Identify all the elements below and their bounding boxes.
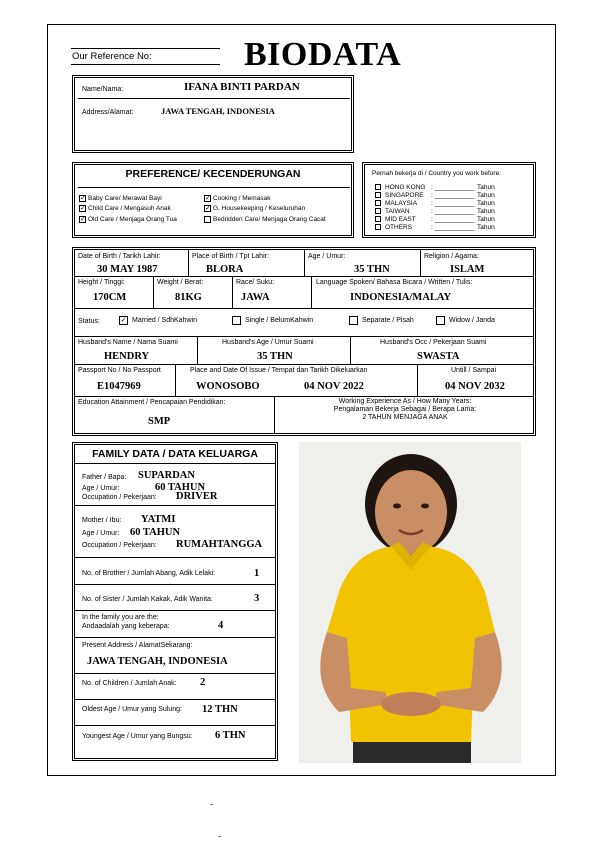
country-checkbox[interactable] [375,216,381,222]
country-row [375,223,495,231]
status-option [436,316,495,325]
identity-divider [78,98,350,99]
order-label-1: In the family you are the: [82,614,159,621]
country-name: SINGAPORE [385,191,424,199]
country-checkbox[interactable] [375,200,381,206]
father-age-label: Age / Umur: [82,485,120,492]
country-row [375,191,495,199]
status-option-label: Separate / Pisah [362,317,414,324]
mother-age-value: 60 TAHUN [130,527,181,538]
issue-place: WONOSOBO [196,381,260,392]
brother-label: No. of Brother / Jumlah Abang, Adik Lelaki: [82,570,216,577]
country-row [375,183,495,191]
mother-age-label: Age / Umur: [82,530,120,537]
footer-dash-1: - [210,799,213,809]
country-name: TAIWAN [385,207,410,215]
status-option-label: Married / SdhKahwin [132,317,197,324]
preference-checkbox[interactable]: ✓ [80,205,86,213]
preference-item [79,193,177,204]
brother-value: 1 [254,568,260,579]
status-options [0,316,595,328]
family-title: FAMILY DATA / DATA KELUARGA [92,448,258,460]
country-name: HONG KONG [385,183,426,191]
husband-occ-label: Husband's Occ / Pekerjaan Suami [380,339,487,346]
country-years-blank: : ___________ [431,207,475,215]
religion-label: Religion / Agama: [424,253,479,260]
preference-checkbox[interactable]: ✓ [80,215,86,223]
country-years-blank: : ___________ [431,183,475,191]
preference-title: PREFERENCE/ KECENDERUNGAN [125,168,301,180]
passport-label: Passport No / No Passport [78,367,161,374]
status-option [349,316,414,325]
preference-item-label: Bedridden Care/ Menjaga Orang Cacat [213,215,326,223]
order-value: 4 [218,620,224,631]
language-label: Language Spoken/ Bahasa Bicara / Written / Tulis: [316,279,473,286]
country-row [375,215,495,223]
height-value: 170CM [93,292,127,303]
language-value: INDONESIA/MALAY [350,292,452,303]
country-unit: Tahun [477,191,495,199]
father-occ-value: DRIVER [176,491,218,502]
reference-label: Our Reference No: [72,51,152,62]
country-years-blank: : ___________ [431,223,475,231]
present-address-label: Present Address / AlamatSekarang: [82,642,193,649]
page-title: BIODATA [244,36,402,73]
preference-item-label: Child Care / Mengasuh Anak [88,205,171,213]
countries-title: Pernah bekerja di / Country you work before: [372,170,501,177]
preference-checkbox[interactable]: ✓ [205,194,211,202]
husband-age-label: Husband's Age / Umur Suami [222,339,314,346]
age-value: 35 THN [354,264,390,275]
children-label: No. of Children / Jumlah Anak: [82,680,177,687]
oldest-value: 12 THN [202,704,238,715]
weight-label: Weight / Berat: [157,279,204,286]
race-label: Race/ Suku: [236,279,275,286]
preference-checkbox[interactable] [204,216,211,223]
preference-item-label: Baby Care/ Merawat Bayi [88,194,162,202]
reference-top-line [71,48,220,49]
height-label: Height / Tinggi: [78,279,125,286]
country-checkbox[interactable] [375,192,381,198]
education-label: Education Attainment / Pencapaian Pendidikan: [78,399,226,406]
status-checkbox[interactable] [232,316,241,325]
issue-label: Place and Date Of Issue / Tempat dan Tarikh Dikeluarkan [190,367,368,374]
address-label: Address/Alamat: [82,109,134,116]
sister-label: No. of Sister / Jumlah Kakak, Adik Wanita: [82,596,213,603]
country-years-blank: : ___________ [431,191,475,199]
status-option [119,316,197,325]
status-option-label: Single / BelumKahwin [245,317,314,324]
father-age-value: 60 TAHUN [155,482,206,493]
husband-age-value: 35 THN [257,351,293,362]
status-checkbox[interactable] [436,316,445,325]
name-value: IFANA BINTI PARDAN [184,81,300,93]
country-unit: Tahun [477,215,495,223]
youngest-label: Youngest Age / Umur yang Bungsu: [82,733,193,740]
reference-bottom-line [71,64,220,65]
preference-checkbox[interactable]: ✓ [205,205,211,213]
preference-item [204,214,326,225]
country-unit: Tahun [477,183,495,191]
pob-label: Place of Birth / Tpt Lahir: [192,253,269,260]
preference-column-right [204,193,326,225]
experience-value: 2 TAHUN MENJAGA ANAK [362,414,448,421]
father-value: SUPARDAN [138,470,195,481]
name-label: Name/Nama: [82,86,124,93]
countries-list [375,183,495,231]
husband-name-value: HENDRY [104,351,150,362]
status-label: Status: [78,318,100,325]
person-portrait [299,442,521,763]
until-label: Untill / Sampai [451,367,497,374]
preference-item [79,214,177,225]
father-label: Father / Bapa: [82,474,127,481]
country-years-blank: : ___________ [431,199,475,207]
sister-value: 3 [254,593,260,604]
status-option-label: Widow / Janda [449,317,495,324]
education-value: SMP [148,416,171,427]
husband-occ-value: SWASTA [417,351,460,362]
preference-item [79,204,177,215]
preference-item-label: Cooking / Memasak [213,194,271,202]
country-years-blank: : ___________ [431,215,475,223]
father-occ-label: Occupation / Pekerjaan: [82,494,157,501]
country-checkbox[interactable] [375,224,381,230]
country-unit: Tahun [477,199,495,207]
until-value: 04 NOV 2032 [445,381,505,392]
country-name: MID EAST [385,215,416,223]
pob-value: BLORA [206,264,244,275]
preference-item-label: Old Care / Menjaga Orang Tua [88,215,177,223]
preference-item [204,204,326,215]
mother-value: YATMI [141,514,176,525]
dob-value: 30 MAY 1987 [97,264,158,275]
address-value: JAWA TENGAH, INDONESIA [161,106,275,116]
country-row [375,207,495,215]
mother-label: Mother / Ibu: [82,517,122,524]
experience-label-1: Working Experience As / How Many Years: [338,398,472,405]
preference-item-label: G. Housekeeping / Keseluruhan [213,205,306,213]
country-unit: Tahun [477,207,495,215]
country-name: OTHERS [385,223,413,231]
preference-item [204,193,326,204]
issue-date: 04 NOV 2022 [304,381,364,392]
country-checkbox[interactable] [375,184,381,190]
experience-label-2: Pengalaman Bekerja Sebagai / Berapa Lama: [333,406,477,413]
children-value: 2 [200,677,206,688]
religion-value: ISLAM [450,264,485,275]
country-checkbox[interactable] [375,208,381,214]
preference-checkbox[interactable]: ✓ [80,194,86,202]
dob-label: Date of Birth / Tarikh Lahir: [78,253,161,260]
footer-dash-2: - [218,831,221,841]
status-option [232,316,313,325]
status-checkbox[interactable]: ✓ [120,317,127,324]
country-name: MALAYSIA [385,199,418,207]
passport-value: E1047969 [97,381,141,392]
status-checkbox[interactable] [349,316,358,325]
country-unit: Tahun [477,223,495,231]
mother-occ-label: Occupation / Pekerjaan: [82,542,157,549]
weight-value: 81KG [175,292,202,303]
husband-name-label: Husband's Name / Nama Suami [78,339,178,346]
applicant-photo [299,442,521,763]
preference-column-left [79,193,177,225]
country-row [375,199,495,207]
present-address-value: JAWA TENGAH, INDONESIA [87,656,228,667]
youngest-value: 6 THN [215,730,246,741]
oldest-label: Oldest Age / Umur yang Sulung: [82,706,182,713]
order-label-2: Andaadalah yang keberapa: [82,623,170,630]
age-label: Age / Umur: [308,253,346,260]
preference-divider [78,187,350,188]
mother-occ-value: RUMAHTANGGA [176,539,263,550]
race-value: JAWA [241,292,270,303]
